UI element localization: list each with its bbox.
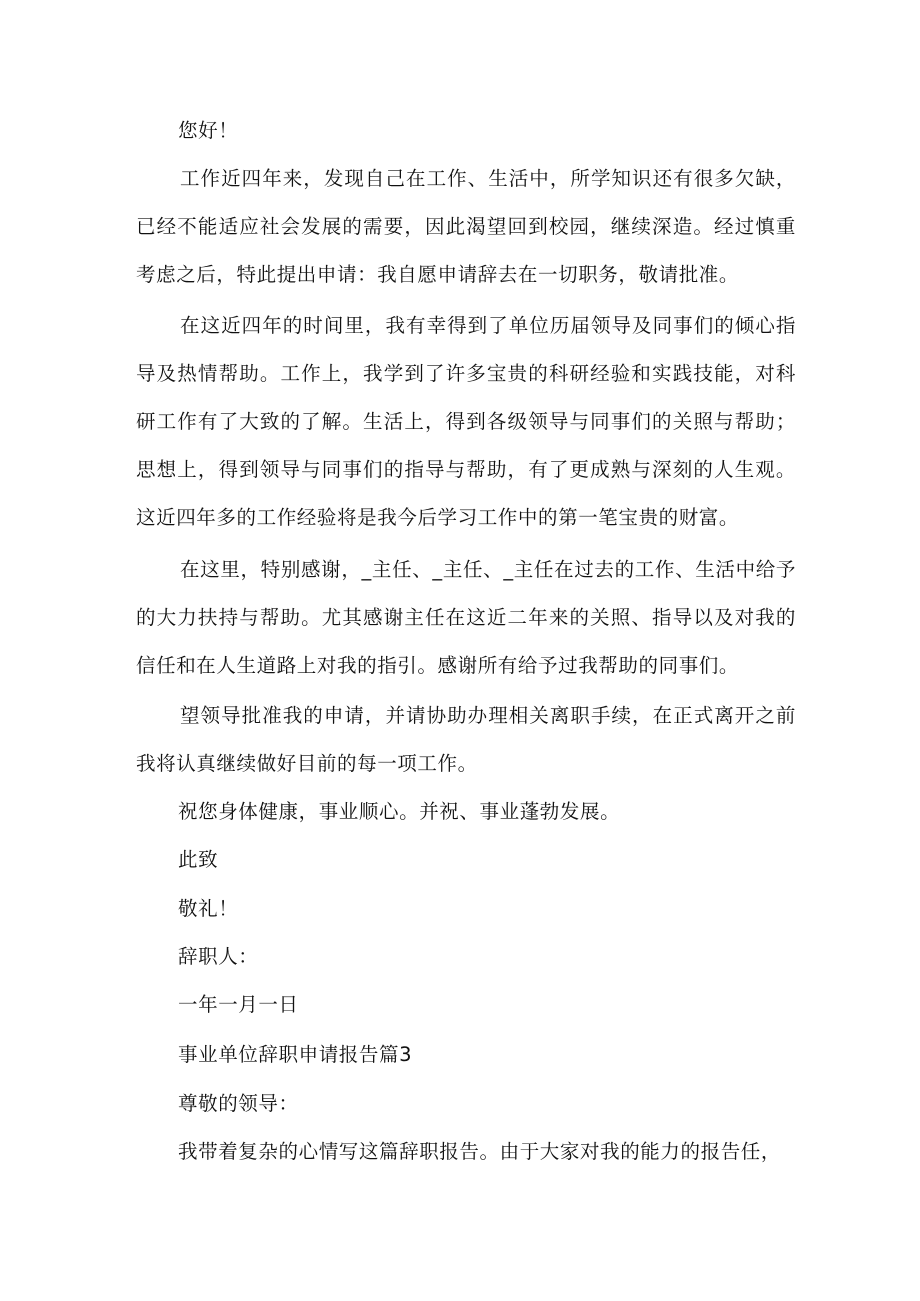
section-title: 事业单位辞职申请报告篇3 [178,1043,413,1066]
next-paragraph-line: 我带着复杂的心情写这篇辞职报告。由于大家对我的能力的报告任， [178,1140,782,1163]
signature-label: 辞职人： [178,945,259,968]
paragraph-1: 工作近四年来，发现自己在工作、生活中，所学知识还有很多欠缺，已经不能适应社会发展的需要，因此渴望回到校园，继续深造。经过慎重考虑之后，特此提出申请：我自愿申请辞去在一切职务，敬请批准。 [136,167,796,286]
greeting: 您好！ [178,119,239,142]
paragraph-3: 在这里，特别感谢，_主任、_主任、_主任在过去的工作、生活中给予的大力扶持与帮助。尤其感谢主任在这近二年来的关照、指导以及对我的信任和在人生道路上对我的指引。感谢所有给予过我帮助的同事们。 [136,558,796,677]
closing-cizhi: 此致 [178,848,219,871]
date-line: 一年一月一日 [178,993,299,1016]
salutation: 尊敬的领导： [178,1092,299,1115]
paragraph-4: 望领导批准我的申请，并请协助办理相关离职手续，在正式离开之前我将认真继续做好目前的每一项工作。 [136,704,796,775]
closing-jingli: 敬礼！ [178,897,239,920]
wishes-line: 祝您身体健康，事业顺心。并祝、事业蓬勃发展。 [178,800,621,823]
paragraph-2: 在这近四年的时间里，我有幸得到了单位历届领导及同事们的倾心指导及热情帮助。工作上，我学到了许多宝贵的科研经验和实践技能，对科研工作有了大致的了解。生活上，得到各级领导与同事们的关照与帮助；思想上，得到领导与同事们的指导与帮助，有了更成熟与深刻的人生观。这近四年多的工作经验将是我今后学习工作中的第一笔宝贵的财富。 [136,314,796,529]
